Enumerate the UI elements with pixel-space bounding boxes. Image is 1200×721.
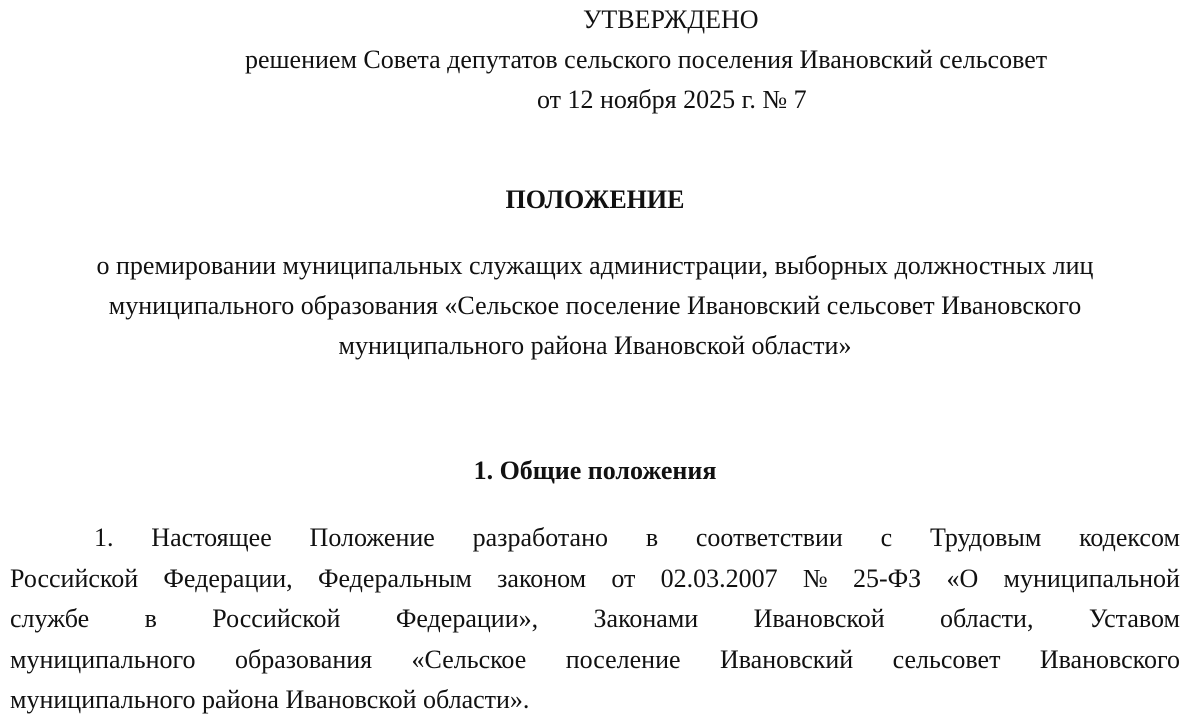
paragraph-word: сельсовет bbox=[892, 644, 1001, 674]
paragraph-word: Федерации», bbox=[395, 604, 539, 633]
paragraph-word: Федеральным bbox=[317, 563, 472, 593]
paragraph-word: Ивановский bbox=[719, 644, 854, 674]
approval-authority: решением Совета депутатов сельского поселения Ивановский сельсовет bbox=[245, 45, 1048, 74]
paragraph-word: поселение bbox=[565, 644, 681, 674]
paragraph-word: службе bbox=[10, 604, 90, 633]
paragraph-word: Ивановской bbox=[753, 604, 885, 633]
paragraph-word: образования bbox=[234, 644, 373, 674]
paragraph-word: разработано bbox=[472, 523, 609, 552]
section-heading: 1. Общие положения bbox=[473, 456, 717, 485]
paragraph-word: Федерации, bbox=[163, 563, 293, 593]
paragraph-word: Законами bbox=[593, 604, 699, 633]
paragraph-word: 02.03.2007 bbox=[660, 563, 778, 593]
paragraph-word: кодексом bbox=[1079, 523, 1180, 552]
paragraph-word: от bbox=[611, 563, 636, 593]
approval-date-number: от 12 ноября 2025 г. № 7 bbox=[537, 85, 807, 114]
paragraph-word: Российской bbox=[212, 604, 341, 633]
document-subtitle bbox=[10, 246, 1180, 366]
approval-stamp: УТВЕРЖДЕНО bbox=[583, 5, 759, 34]
paragraph-line bbox=[10, 518, 1180, 559]
paragraph-line bbox=[10, 599, 1180, 640]
paragraph-line bbox=[10, 680, 1180, 721]
paragraph-word: Уставом bbox=[1088, 604, 1180, 633]
paragraph-word: в bbox=[645, 523, 659, 552]
subtitle-line: муниципального района Ивановской области» bbox=[338, 331, 852, 360]
paragraph-word: 25-ФЗ bbox=[852, 563, 922, 593]
paragraph-line bbox=[10, 640, 1180, 681]
paragraph-word: 1. bbox=[94, 523, 114, 552]
paragraph-word: № bbox=[802, 563, 828, 593]
subtitle-line: муниципального образования «Сельское поселение Ивановский сельсовет Ивановского bbox=[108, 291, 1082, 320]
document-title: ПОЛОЖЕНИЕ bbox=[505, 185, 685, 214]
paragraph-word: с bbox=[880, 523, 893, 552]
paragraph-word: соответствии bbox=[695, 523, 843, 552]
paragraph-word: муниципального bbox=[10, 644, 196, 674]
paragraph-word: в bbox=[144, 604, 157, 633]
paragraph-word: Российской bbox=[10, 563, 139, 593]
paragraph-word: «О bbox=[946, 563, 979, 593]
paragraph-line bbox=[10, 559, 1180, 600]
subtitle-line: о премировании муниципальных служащих администрации, выборных должностных лиц bbox=[96, 251, 1094, 280]
paragraph-word: Ивановского bbox=[1039, 644, 1180, 674]
paragraph-word: области, bbox=[940, 604, 1034, 633]
paragraph-word: «Сельское bbox=[411, 644, 527, 674]
paragraph-word: Настоящее bbox=[151, 523, 272, 552]
paragraph-word: Положение bbox=[309, 523, 435, 552]
approval-block bbox=[245, 0, 1185, 120]
section-paragraph bbox=[10, 518, 1180, 721]
paragraph-word: муниципальной bbox=[1003, 563, 1180, 593]
paragraph-word: муниципального района Ивановской области». bbox=[10, 685, 530, 714]
paragraph-word: законом bbox=[497, 563, 587, 593]
paragraph-word: Трудовым bbox=[929, 523, 1042, 552]
